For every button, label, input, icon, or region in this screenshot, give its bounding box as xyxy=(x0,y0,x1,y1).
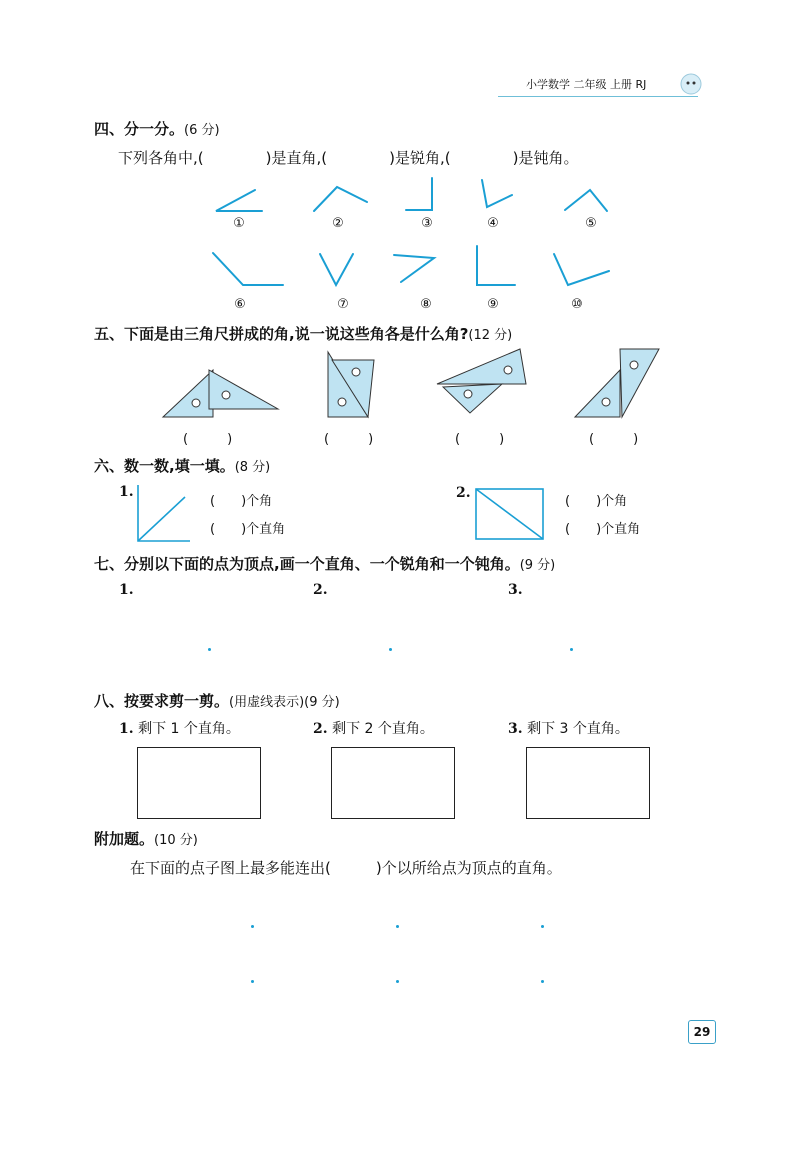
section6-item1-right-angles[interactable]: ( )个直角 xyxy=(210,522,286,537)
grid-dot[interactable] xyxy=(251,980,254,983)
grid-dot[interactable] xyxy=(396,925,399,928)
angle-label-4: ④ xyxy=(487,216,499,231)
section6-item1-angles[interactable]: ( )个角 xyxy=(210,494,273,509)
section5-title: 五、下面是由三角尺拼成的角,说一说这些角各是什么角?(12 分) xyxy=(94,325,513,343)
section8-item-3: 3. 剩下 3 个直角。 xyxy=(508,721,629,737)
section6-item1-num: 1. xyxy=(119,484,134,500)
grid-dot[interactable] xyxy=(541,980,544,983)
section5-blank-3[interactable]: ( ) xyxy=(455,432,505,447)
section7-title: 七、分别以下面的点为顶点,画一个直角、一个锐角和一个钝角。(9 分) xyxy=(94,555,556,573)
angle-label-8: ⑧ xyxy=(420,297,432,312)
section4-prompt: 下列各角中,( )是直角,( )是锐角,( )是钝角。 xyxy=(118,149,579,167)
section8-item-1: 1. 剩下 1 个直角。 xyxy=(119,721,240,737)
grid-dot[interactable] xyxy=(251,925,254,928)
section8-title: 八、按要求剪一剪。(用虚线表示)(9 分) xyxy=(94,692,340,710)
bonus-text: 在下面的点子图上最多能连出( )个以所给点为顶点的直角。 xyxy=(130,859,562,877)
angle-label-5: ⑤ xyxy=(585,216,597,231)
grid-dot[interactable] xyxy=(541,925,544,928)
section6-item2-num: 2. xyxy=(456,485,471,501)
bonus-title: 附加题。(10 分) xyxy=(94,830,198,848)
angle-label-6: ⑥ xyxy=(234,297,246,312)
angle-label-3: ③ xyxy=(421,216,433,231)
grid-dot[interactable] xyxy=(396,980,399,983)
angle-label-10: ⑩ xyxy=(571,297,583,312)
section7-num-2: 2. xyxy=(313,582,328,598)
angle-label-2: ② xyxy=(332,216,344,231)
cut-rectangle-1[interactable] xyxy=(137,747,261,819)
section6-figure2 xyxy=(0,0,800,560)
header-subject: 小学数学 二年级 上册 RJ xyxy=(526,78,647,91)
section6-item2-angles[interactable]: ( )个角 xyxy=(565,494,628,509)
section5-blank-2[interactable]: ( ) xyxy=(324,432,374,447)
section5-blank-4[interactable]: ( ) xyxy=(589,432,639,447)
section6-title: 六、数一数,填一填。(8 分) xyxy=(94,457,271,475)
section6-item2-right-angles[interactable]: ( )个直角 xyxy=(565,522,641,537)
angle-label-1: ① xyxy=(233,216,245,231)
page-number: 29 xyxy=(688,1020,716,1044)
vertex-dot-1[interactable] xyxy=(208,648,211,651)
angle-label-7: ⑦ xyxy=(337,297,349,312)
cut-rectangle-2[interactable] xyxy=(331,747,455,819)
section4-title: 四、分一分。(6 分) xyxy=(94,120,220,138)
section5-blank-1[interactable]: ( ) xyxy=(183,432,233,447)
vertex-dot-2[interactable] xyxy=(389,648,392,651)
section7-num-3: 3. xyxy=(508,582,523,598)
cut-rectangle-3[interactable] xyxy=(526,747,650,819)
vertex-dot-3[interactable] xyxy=(570,648,573,651)
angle-label-9: ⑨ xyxy=(487,297,499,312)
section8-item-2: 2. 剩下 2 个直角。 xyxy=(313,721,434,737)
section7-num-1: 1. xyxy=(119,582,134,598)
